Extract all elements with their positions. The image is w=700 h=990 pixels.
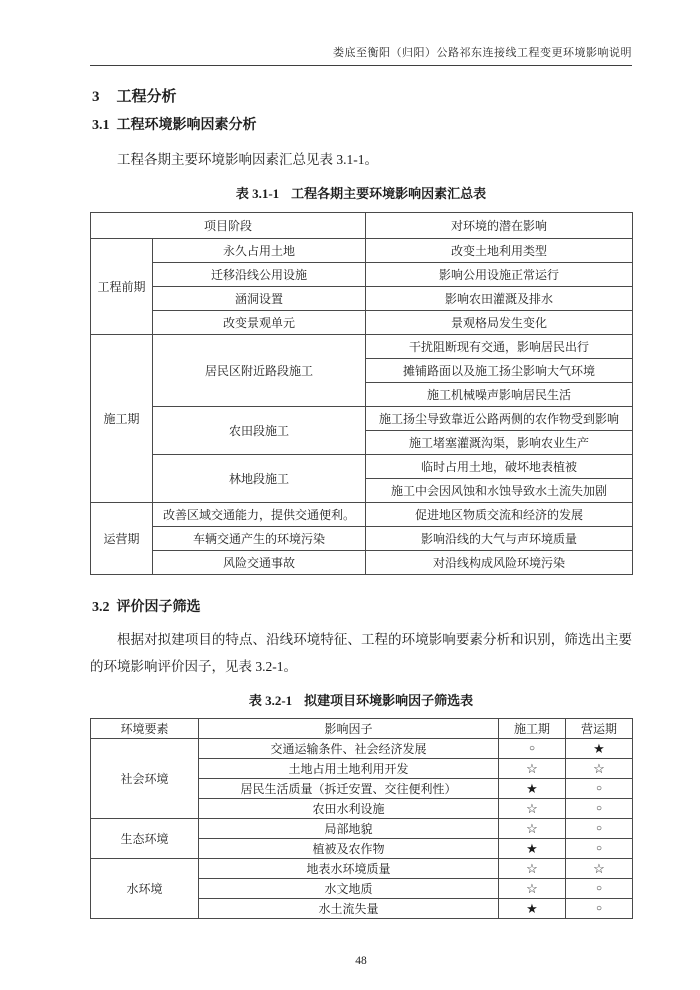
section-3-2-paragraph: 根据对拟建项目的特点、沿线环境特征、工程的环境影响要素分析和识别，筛选出主要的环境影响评价因子，见表 3.2-1。	[90, 632, 632, 674]
section-3-1-paragraph: 工程各期主要环境影响因素汇总见表 3.1-1。	[117, 152, 378, 167]
impact-cell: 景观格局发生变化	[366, 311, 633, 335]
activity-cell: 涵洞设置	[153, 287, 366, 311]
activity-cell: 车辆交通产生的环境污染	[153, 527, 366, 551]
section-3-2-heading	[92, 600, 632, 615]
table-1-caption-title: 工程各期主要环境影响因素汇总表	[291, 186, 487, 201]
table-row	[91, 739, 633, 759]
activity-cell: 迁移沿线公用设施	[153, 263, 366, 287]
factor-cell: 农田水利设施	[199, 799, 499, 819]
operation-symbol: ○	[566, 839, 633, 859]
factor-cell: 植被及农作物	[199, 839, 499, 859]
table-2-caption-label: 表 3.2-1	[248, 693, 293, 708]
construction-symbol: ★	[499, 839, 566, 859]
construction-symbol: ☆	[499, 759, 566, 779]
table-1-caption	[90, 186, 632, 201]
table-header-cell: 影响因子	[199, 719, 499, 739]
operation-symbol: ○	[566, 879, 633, 899]
activity-cell: 居民区附近路段施工	[153, 335, 366, 407]
table-header-cell: 项目阶段	[91, 213, 366, 239]
section-3-number: 3	[92, 89, 100, 105]
activity-cell: 风险交通事故	[153, 551, 366, 575]
table-2-caption	[90, 693, 632, 708]
construction-symbol: ★	[499, 779, 566, 799]
phase-cell: 施工期	[91, 335, 153, 503]
table-row	[91, 503, 633, 527]
section-3-heading	[92, 89, 632, 105]
page-number: 48	[355, 955, 367, 967]
factor-cell: 水文地质	[199, 879, 499, 899]
section-3-1-number: 3.1	[92, 118, 110, 133]
activity-cell: 改变景观单元	[153, 311, 366, 335]
construction-symbol: ☆	[499, 799, 566, 819]
table-row	[91, 263, 633, 287]
construction-symbol: ★	[499, 899, 566, 919]
table-header-cell: 对环境的潜在影响	[366, 213, 633, 239]
table-row	[91, 819, 633, 839]
activity-cell: 永久占用土地	[153, 239, 366, 263]
table-row	[91, 719, 633, 739]
activity-cell: 林地段施工	[153, 455, 366, 503]
operation-symbol: ○	[566, 819, 633, 839]
factor-cell: 地表水环境质量	[199, 859, 499, 879]
operation-symbol: ☆	[566, 859, 633, 879]
impact-cell: 影响沿线的大气与声环境质量	[366, 527, 633, 551]
table-row	[91, 239, 633, 263]
section-3-2-title: 评价因子筛选	[116, 600, 201, 615]
impact-cell: 改变土地利用类型	[366, 239, 633, 263]
construction-symbol: ☆	[499, 819, 566, 839]
operation-symbol: ○	[566, 799, 633, 819]
impact-cell: 施工堵塞灌溉沟渠，影响农业生产	[366, 431, 633, 455]
operation-symbol: ○	[566, 899, 633, 919]
table-row	[91, 311, 633, 335]
section-3-1-title: 工程环境影响因素分析	[116, 118, 257, 133]
operation-symbol: ○	[566, 779, 633, 799]
table-3-2-1	[90, 718, 633, 919]
table-row	[91, 527, 633, 551]
impact-cell: 对沿线构成风险环境污染	[366, 551, 633, 575]
table-header-cell: 施工期	[499, 719, 566, 739]
table-2-caption-title: 拟建项目环境影响因子筛选表	[304, 693, 474, 708]
impact-cell: 影响农田灌溉及排水	[366, 287, 633, 311]
table-row	[91, 859, 633, 879]
phase-cell: 运营期	[91, 503, 153, 575]
construction-symbol: ○	[499, 739, 566, 759]
operation-symbol: ☆	[566, 759, 633, 779]
impact-cell: 影响公用设施正常运行	[366, 263, 633, 287]
factor-cell: 交通运输条件、社会经济发展	[199, 739, 499, 759]
impact-cell: 干扰阻断现有交通，影响居民出行	[366, 335, 633, 359]
phase-cell: 工程前期	[91, 239, 153, 335]
table-row	[91, 455, 633, 479]
impact-cell: 促进地区物质交流和经济的发展	[366, 503, 633, 527]
activity-cell: 农田段施工	[153, 407, 366, 455]
table-header-cell: 营运期	[566, 719, 633, 739]
table-3-1-1	[90, 212, 633, 575]
element-cell: 社会环境	[91, 739, 199, 819]
section-3-2-number: 3.2	[92, 600, 110, 615]
impact-cell: 施工机械噪声影响居民生活	[366, 383, 633, 407]
operation-symbol: ★	[566, 739, 633, 759]
table-header-cell: 环境要素	[91, 719, 199, 739]
construction-symbol: ☆	[499, 879, 566, 899]
table-1-caption-label: 表 3.1-1	[235, 186, 280, 201]
element-cell: 水环境	[91, 859, 199, 919]
section-3-title: 工程分析	[116, 89, 177, 105]
table-row	[91, 213, 633, 239]
factor-cell: 水土流失量	[199, 899, 499, 919]
impact-cell: 施工扬尘导致靠近公路两侧的农作物受到影响	[366, 407, 633, 431]
impact-cell: 施工中会因风蚀和水蚀导致水土流失加剧	[366, 479, 633, 503]
impact-cell: 临时占用土地，破坏地表植被	[366, 455, 633, 479]
section-3-1-heading	[92, 118, 632, 133]
impact-cell: 摊铺路面以及施工扬尘影响大气环境	[366, 359, 633, 383]
table-row	[91, 407, 633, 431]
factor-cell: 居民生活质量（拆迁安置、交往便利性）	[199, 779, 499, 799]
construction-symbol: ☆	[499, 859, 566, 879]
element-cell: 生态环境	[91, 819, 199, 859]
table-row	[91, 551, 633, 575]
table-row	[91, 287, 633, 311]
table-row	[91, 335, 633, 359]
running-header: 娄底至衡阳（归阳）公路祁东连接线工程变更环境影响说明	[90, 0, 632, 66]
activity-cell: 改善区域交通能力，提供交通便利。	[153, 503, 366, 527]
factor-cell: 土地占用土地利用开发	[199, 759, 499, 779]
page-content	[90, 0, 632, 968]
factor-cell: 局部地貌	[199, 819, 499, 839]
